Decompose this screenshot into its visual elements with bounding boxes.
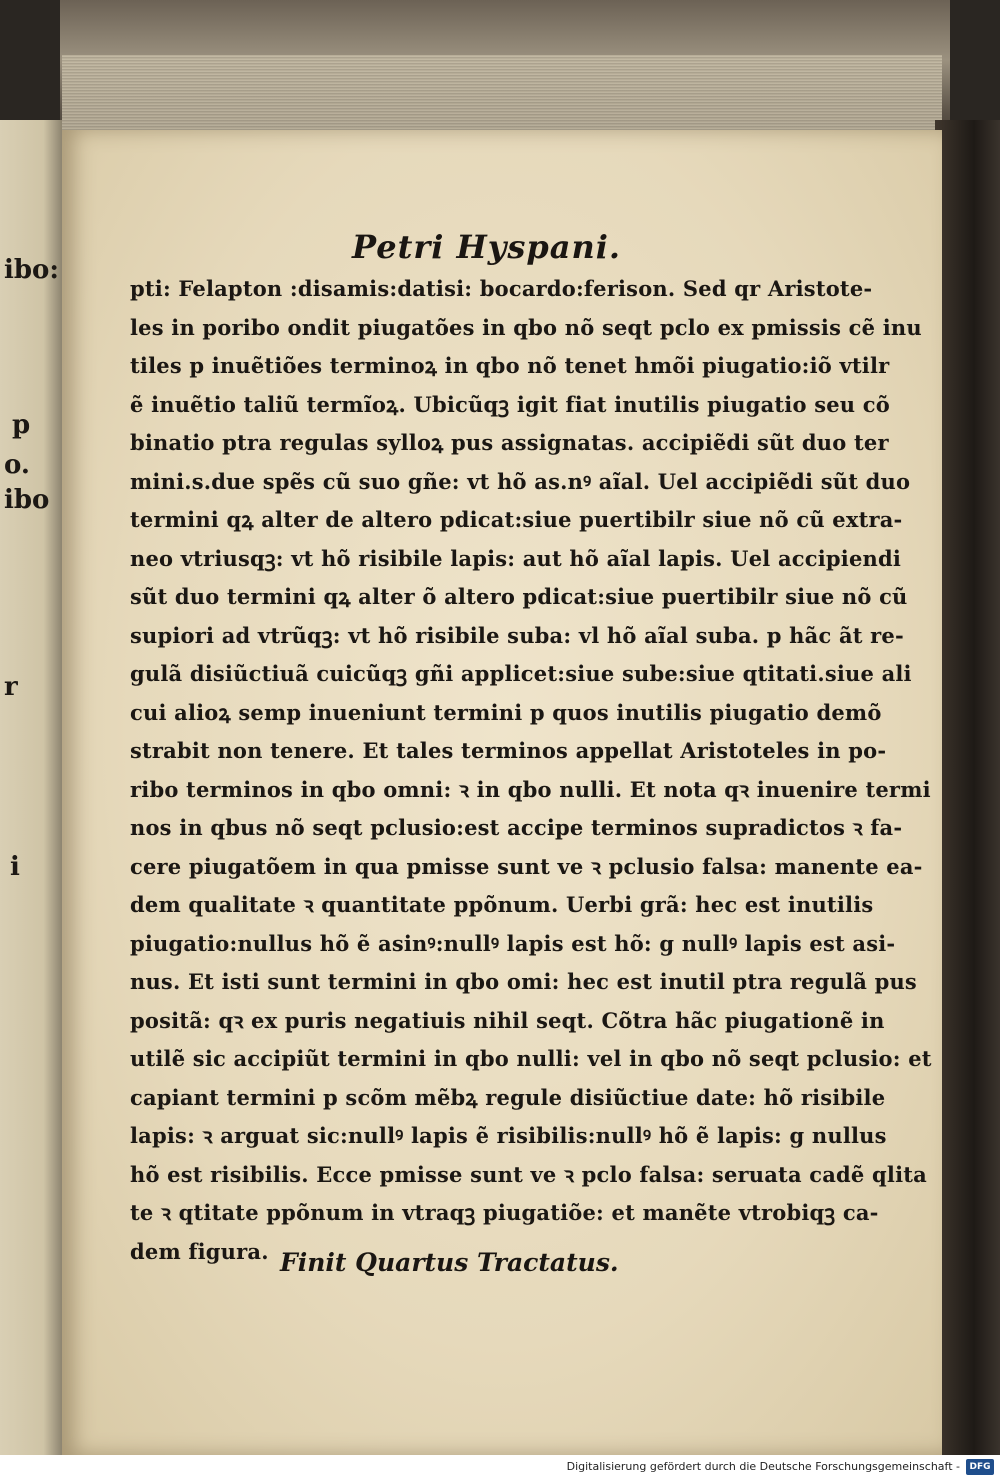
text-line: supiori ad vtrũqꝫ: vt hõ risibile suba: vl hõ aĩal suba. p hãc ãt re- bbox=[130, 622, 904, 648]
text-line: binatio ptra regulas sylloꝝ pus assignatas. accipiẽdi sũt duo ter bbox=[130, 430, 889, 455]
footer-bar bbox=[0, 1455, 1000, 1480]
dfg-logo: DFG bbox=[966, 1459, 994, 1475]
text-line: pti: Felapton :disamis:datisi: bocardo:ferison. Sed qr Aristote- bbox=[130, 276, 873, 301]
text-line: nos in qbus nõ seqt pclusio:est accipe terminos supradictos ꝛ fa- bbox=[130, 815, 903, 840]
text-line: ribo terminos in qbo omni: ꝛ in qbo nulli. Et nota qꝛ inuenire termi bbox=[130, 776, 931, 802]
left-page-fragment: o. bbox=[4, 450, 30, 480]
text-line: piugatio:nullus hõ ẽ asinꝰ:nullꝰ lapis est hõ: g nullꝰ lapis est asi- bbox=[130, 930, 896, 956]
text-line: sũt duo termini qꝝ alter õ altero pdicat:siue puertibilr siue nõ cũ bbox=[130, 584, 908, 609]
digitization-credit: Digitalisierung gefördert durch die Deutsche Forschungsgemeinschaft - bbox=[566, 1460, 960, 1473]
text-line: gulã disiũctiuã cuicũqꝫ gñi applicet:siue sube:siue qtitati.siue ali bbox=[130, 661, 912, 686]
text-line: neo vtriusqꝫ: vt hõ risibile lapis: aut hõ aĩal lapis. Uel accipiendi bbox=[130, 545, 902, 571]
body-text bbox=[130, 270, 932, 1271]
text-line: lapis: ꝛ arguat sic:nullꝰ lapis ẽ risibilis:nullꝰ hõ ẽ lapis: g nullus bbox=[130, 1123, 887, 1148]
text-line: tiles p inuẽtiões terminoꝝ in qbo nõ tenet hmõi piugatio:iõ vtilr bbox=[130, 353, 890, 378]
text-line: positã: qꝛ ex puris negatiuis nihil seqt. Cõtra hãc piugationẽ in bbox=[130, 1007, 885, 1033]
book-page bbox=[62, 130, 942, 1455]
left-page-fragment: r bbox=[4, 672, 18, 702]
text-line: les in poribo ondit piugatões in qbo nõ seqt pclo ex pmissis cẽ inu bbox=[130, 314, 922, 340]
text-line: mini.s.due spẽs cũ suo gñe: vt hõ as.nꝰ aĩal. Uel accipiẽdi sũt duo bbox=[130, 468, 911, 494]
text-line: cui alioꝝ semp inueniunt termini p quos inutilis piugatio demõ bbox=[130, 699, 882, 725]
text-line: capiant termini p scõm mẽbꝝ regule disiũctiue date: hõ risibile bbox=[130, 1084, 886, 1110]
text-line: te ꝛ qtitate ppõnum in vtraqꝫ piugatiõe: et manẽte vtrobiqꝫ ca- bbox=[130, 1200, 879, 1225]
left-page-fragment: ibo bbox=[4, 485, 50, 515]
left-page-fragment: i bbox=[10, 852, 20, 882]
text-line: cere piugatõem in qua pmisse sunt ve ꝛ pclusio falsa: manente ea- bbox=[130, 853, 923, 879]
text-line: dem figura. bbox=[130, 1238, 269, 1264]
left-page-fragment: ibo: bbox=[4, 255, 59, 285]
running-header: Petri Hyspani. bbox=[352, 228, 622, 266]
text-line: strabit non tenere. Et tales terminos appellat Aristoteles in po- bbox=[130, 738, 887, 763]
left-page-edge bbox=[0, 120, 62, 1455]
explicit-line: Finit Quartus Tractatus. bbox=[280, 1248, 619, 1277]
left-page-fragment: p bbox=[12, 410, 31, 440]
right-binding-edge bbox=[935, 120, 1000, 1455]
text-line: utilẽ sic accipiũt termini in qbo nulli: vel in qbo nõ seqt pclusio: et bbox=[130, 1046, 932, 1071]
text-line: termini qꝝ alter de altero pdicat:siue puertibilr siue nõ cũ extra- bbox=[130, 507, 903, 532]
text-line: ẽ inuẽtio taliũ termĩoꝝ. Ubicũqꝫ igit fiat inutilis piugatio seu cõ bbox=[130, 391, 890, 417]
text-line: dem qualitate ꝛ quantitate ppõnum. Uerbi grã: hec est inutilis bbox=[130, 892, 874, 917]
text-line: hõ est risibilis. Ecce pmisse sunt ve ꝛ pclo falsa: seruata cadẽ qlita bbox=[130, 1161, 927, 1187]
text-line: nus. Et isti sunt termini in qbo omi: hec est inutil ptra regulã pus bbox=[130, 969, 917, 994]
